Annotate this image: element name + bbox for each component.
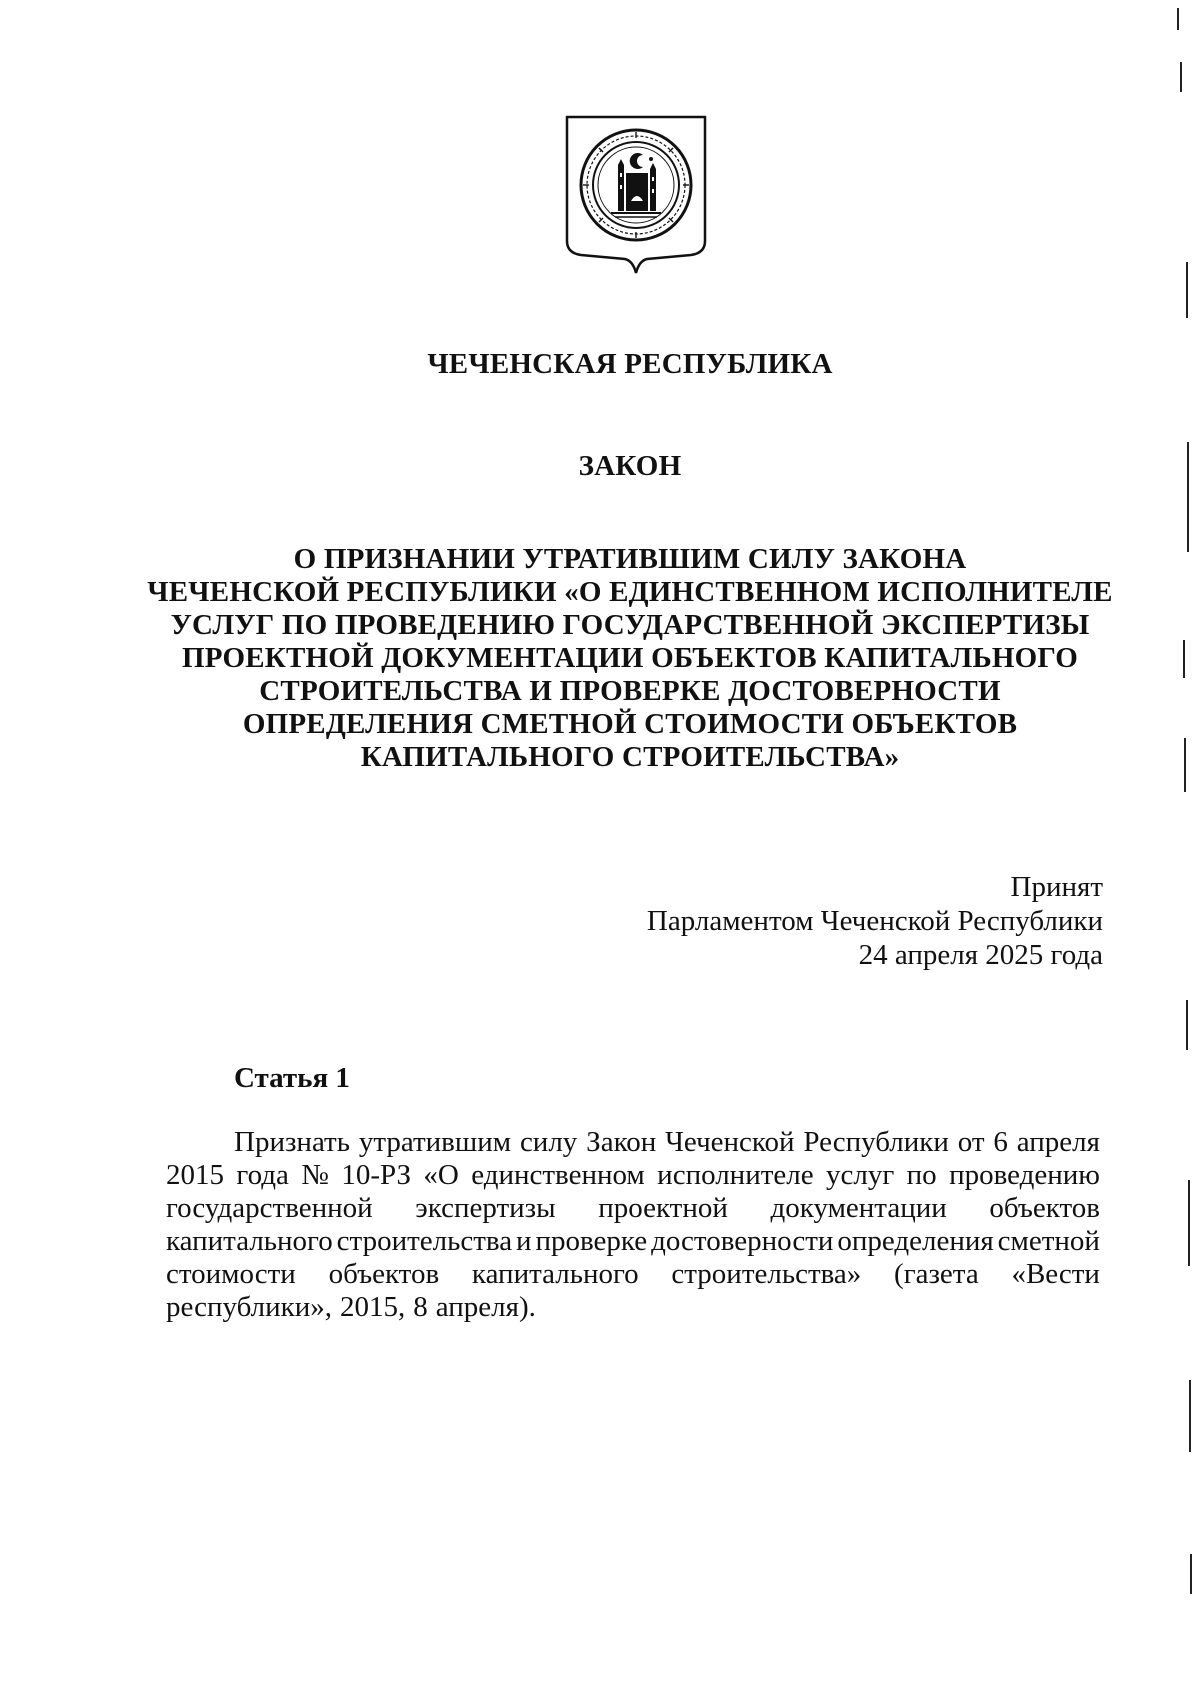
article-word: № — [301, 1159, 329, 1191]
article-word: документации — [770, 1192, 947, 1224]
article-heading: Статья 1 — [234, 1062, 350, 1094]
article-word: 2015, — [340, 1291, 406, 1323]
law-title-line: СТРОИТЕЛЬСТВА И ПРОВЕРКЕ ДОСТОВЕРНОСТИ — [259, 675, 1001, 707]
adoption-block — [647, 870, 1103, 972]
article-word: сметной — [997, 1225, 1100, 1257]
article-word: 6 — [993, 1126, 1008, 1158]
article-word: объектов — [989, 1192, 1100, 1224]
article-word: строительства — [336, 1225, 513, 1257]
article-word: определения — [837, 1225, 994, 1257]
article-word: «О — [423, 1159, 459, 1191]
article-word: силу — [519, 1126, 578, 1158]
article-line — [166, 1225, 1100, 1258]
scan-edge-mark — [1190, 1554, 1192, 1594]
scan-edge-mark — [1184, 738, 1186, 792]
article-word: Республики — [803, 1126, 949, 1158]
article-word: Чеченской — [665, 1126, 795, 1158]
article-word: объектов — [328, 1258, 440, 1290]
article-word: 10-РЗ — [341, 1159, 411, 1191]
article-word: государственной — [166, 1192, 373, 1224]
article-text — [166, 1126, 1100, 1324]
article-word: единственном — [471, 1159, 645, 1191]
article-word: Закон — [586, 1126, 657, 1158]
article-word: апреля). — [435, 1291, 536, 1323]
article-word: 2015 — [166, 1159, 224, 1191]
scan-edge-mark — [1177, 8, 1179, 30]
article-word: достоверности — [651, 1225, 834, 1257]
law-title-line: УСЛУГ ПО ПРОВЕДЕНИЮ ГОСУДАРСТВЕННОЙ ЭКСПЕРТИЗЫ — [170, 609, 1090, 641]
law-title-line: КАПИТАЛЬНОГО СТРОИТЕЛЬСТВА» — [360, 741, 900, 773]
scan-edge-mark — [1189, 1380, 1191, 1452]
law-title-line: ЧЕЧЕНСКОЙ РЕСПУБЛИКИ «О ЕДИНСТВЕННОМ ИСПОЛНИТЕЛЕ — [147, 576, 1113, 608]
article-word: капитального — [166, 1225, 333, 1257]
article-word: стоимости — [166, 1258, 296, 1290]
scan-edge-mark — [1188, 1180, 1190, 1266]
article-line — [166, 1291, 1100, 1324]
article-line — [166, 1258, 1100, 1291]
article-word: республики», — [166, 1291, 332, 1323]
law-title — [130, 543, 1130, 774]
article-word: апреля — [1016, 1126, 1100, 1158]
scan-edge-mark — [1186, 1000, 1188, 1050]
article-word: (газета — [894, 1258, 979, 1290]
article-word: услуг — [826, 1159, 895, 1191]
article-word: и — [516, 1225, 532, 1257]
article-word: «Вести — [1011, 1258, 1100, 1290]
article-word: капитального — [471, 1258, 639, 1290]
scan-edge-mark — [1187, 442, 1189, 552]
article-word: утратившим — [358, 1126, 512, 1158]
article-word: проектной — [598, 1192, 728, 1224]
article-word: по — [906, 1159, 937, 1191]
adoption-label: Принят — [1010, 871, 1103, 903]
article-line — [166, 1126, 1100, 1159]
article-word: Признать — [234, 1126, 350, 1158]
article-word: года — [236, 1159, 289, 1191]
article-word: проверке — [535, 1225, 648, 1257]
scan-edge-mark — [1183, 640, 1185, 678]
article-word: от — [957, 1126, 985, 1158]
document-type: ЗАКОН — [578, 450, 682, 482]
article-word: исполнителе — [657, 1159, 814, 1191]
article-word: строительства» — [671, 1258, 862, 1290]
article-line — [166, 1159, 1100, 1192]
law-title-line: ПРОЕКТНОЙ ДОКУМЕНТАЦИИ ОБЪЕКТОВ КАПИТАЛЬНОГО — [181, 642, 1079, 674]
republic-name: ЧЕЧЕНСКАЯ РЕСПУБЛИКА — [427, 348, 833, 380]
article-line — [166, 1192, 1100, 1225]
law-title-line: ОПРЕДЕЛЕНИЯ СМЕТНОЙ СТОИМОСТИ ОБЪЕКТОВ — [242, 708, 1018, 740]
coat-of-arms-icon — [563, 113, 709, 276]
article-word: проведению — [949, 1159, 1100, 1191]
adoption-date: 24 апреля 2025 года — [858, 939, 1103, 971]
article-word: 8 — [413, 1291, 428, 1323]
scan-edge-mark — [1180, 62, 1182, 92]
article-word: экспертизы — [415, 1192, 556, 1224]
adoption-body: Парламентом Чеченской Республики — [646, 905, 1103, 937]
law-title-line: О ПРИЗНАНИИ УТРАТИВШИМ СИЛУ ЗАКОНА — [293, 543, 967, 575]
scan-edge-mark — [1186, 262, 1188, 318]
